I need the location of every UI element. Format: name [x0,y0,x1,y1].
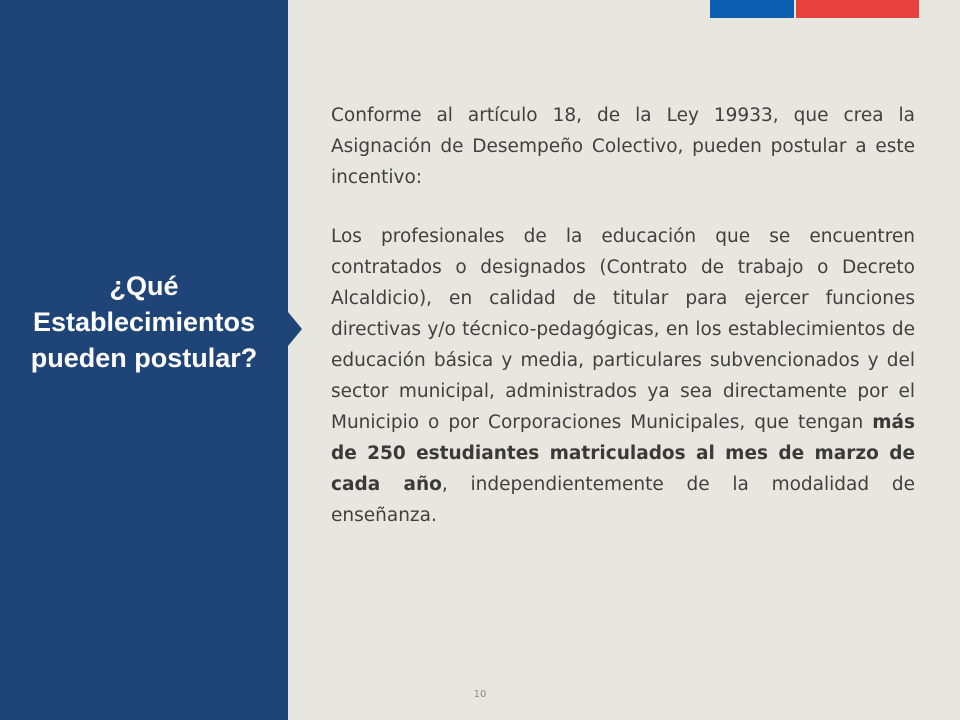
slide-title-line-1: ¿Qué [109,271,179,301]
sidebar-pointer-arrow [288,312,302,346]
page-number: 10 [473,689,487,700]
flag-stripe-red [796,0,919,18]
eligibility-text-start: Los profesionales de la educación que se encuentren contratados o designados (Contrato de trabajo o Decreto Alcaldicio), en calidad de titular para ejercer funciones directivas y/o técnico-pedagógicas, en los establecimientos de educación básica y media, particulares subvencionados y del sector municipal, administrados ya sea directamente por el Municipio o por Corporaciones Municipales, que tengan [331,226,915,433]
flag-stripe-blue [710,0,794,18]
slide-title-line-3: pueden postular? [30,343,258,373]
eligibility-text-end: , independientemente de la modalidad de enseñanza. [331,474,915,526]
intro-paragraph: Conforme al artículo 18, de la Ley 19933, que crea la Asignación de Desempeño Colectivo, pueden postular a este incentivo: [331,105,915,188]
eligibility-paragraph [331,221,915,531]
body-text [331,100,915,531]
slide-title [0,268,288,376]
eligibility-highlight: más de 250 estudiantes matriculados al mes de marzo de cada año [331,412,915,495]
slide-title-line-2: Establecimientos [32,307,256,337]
